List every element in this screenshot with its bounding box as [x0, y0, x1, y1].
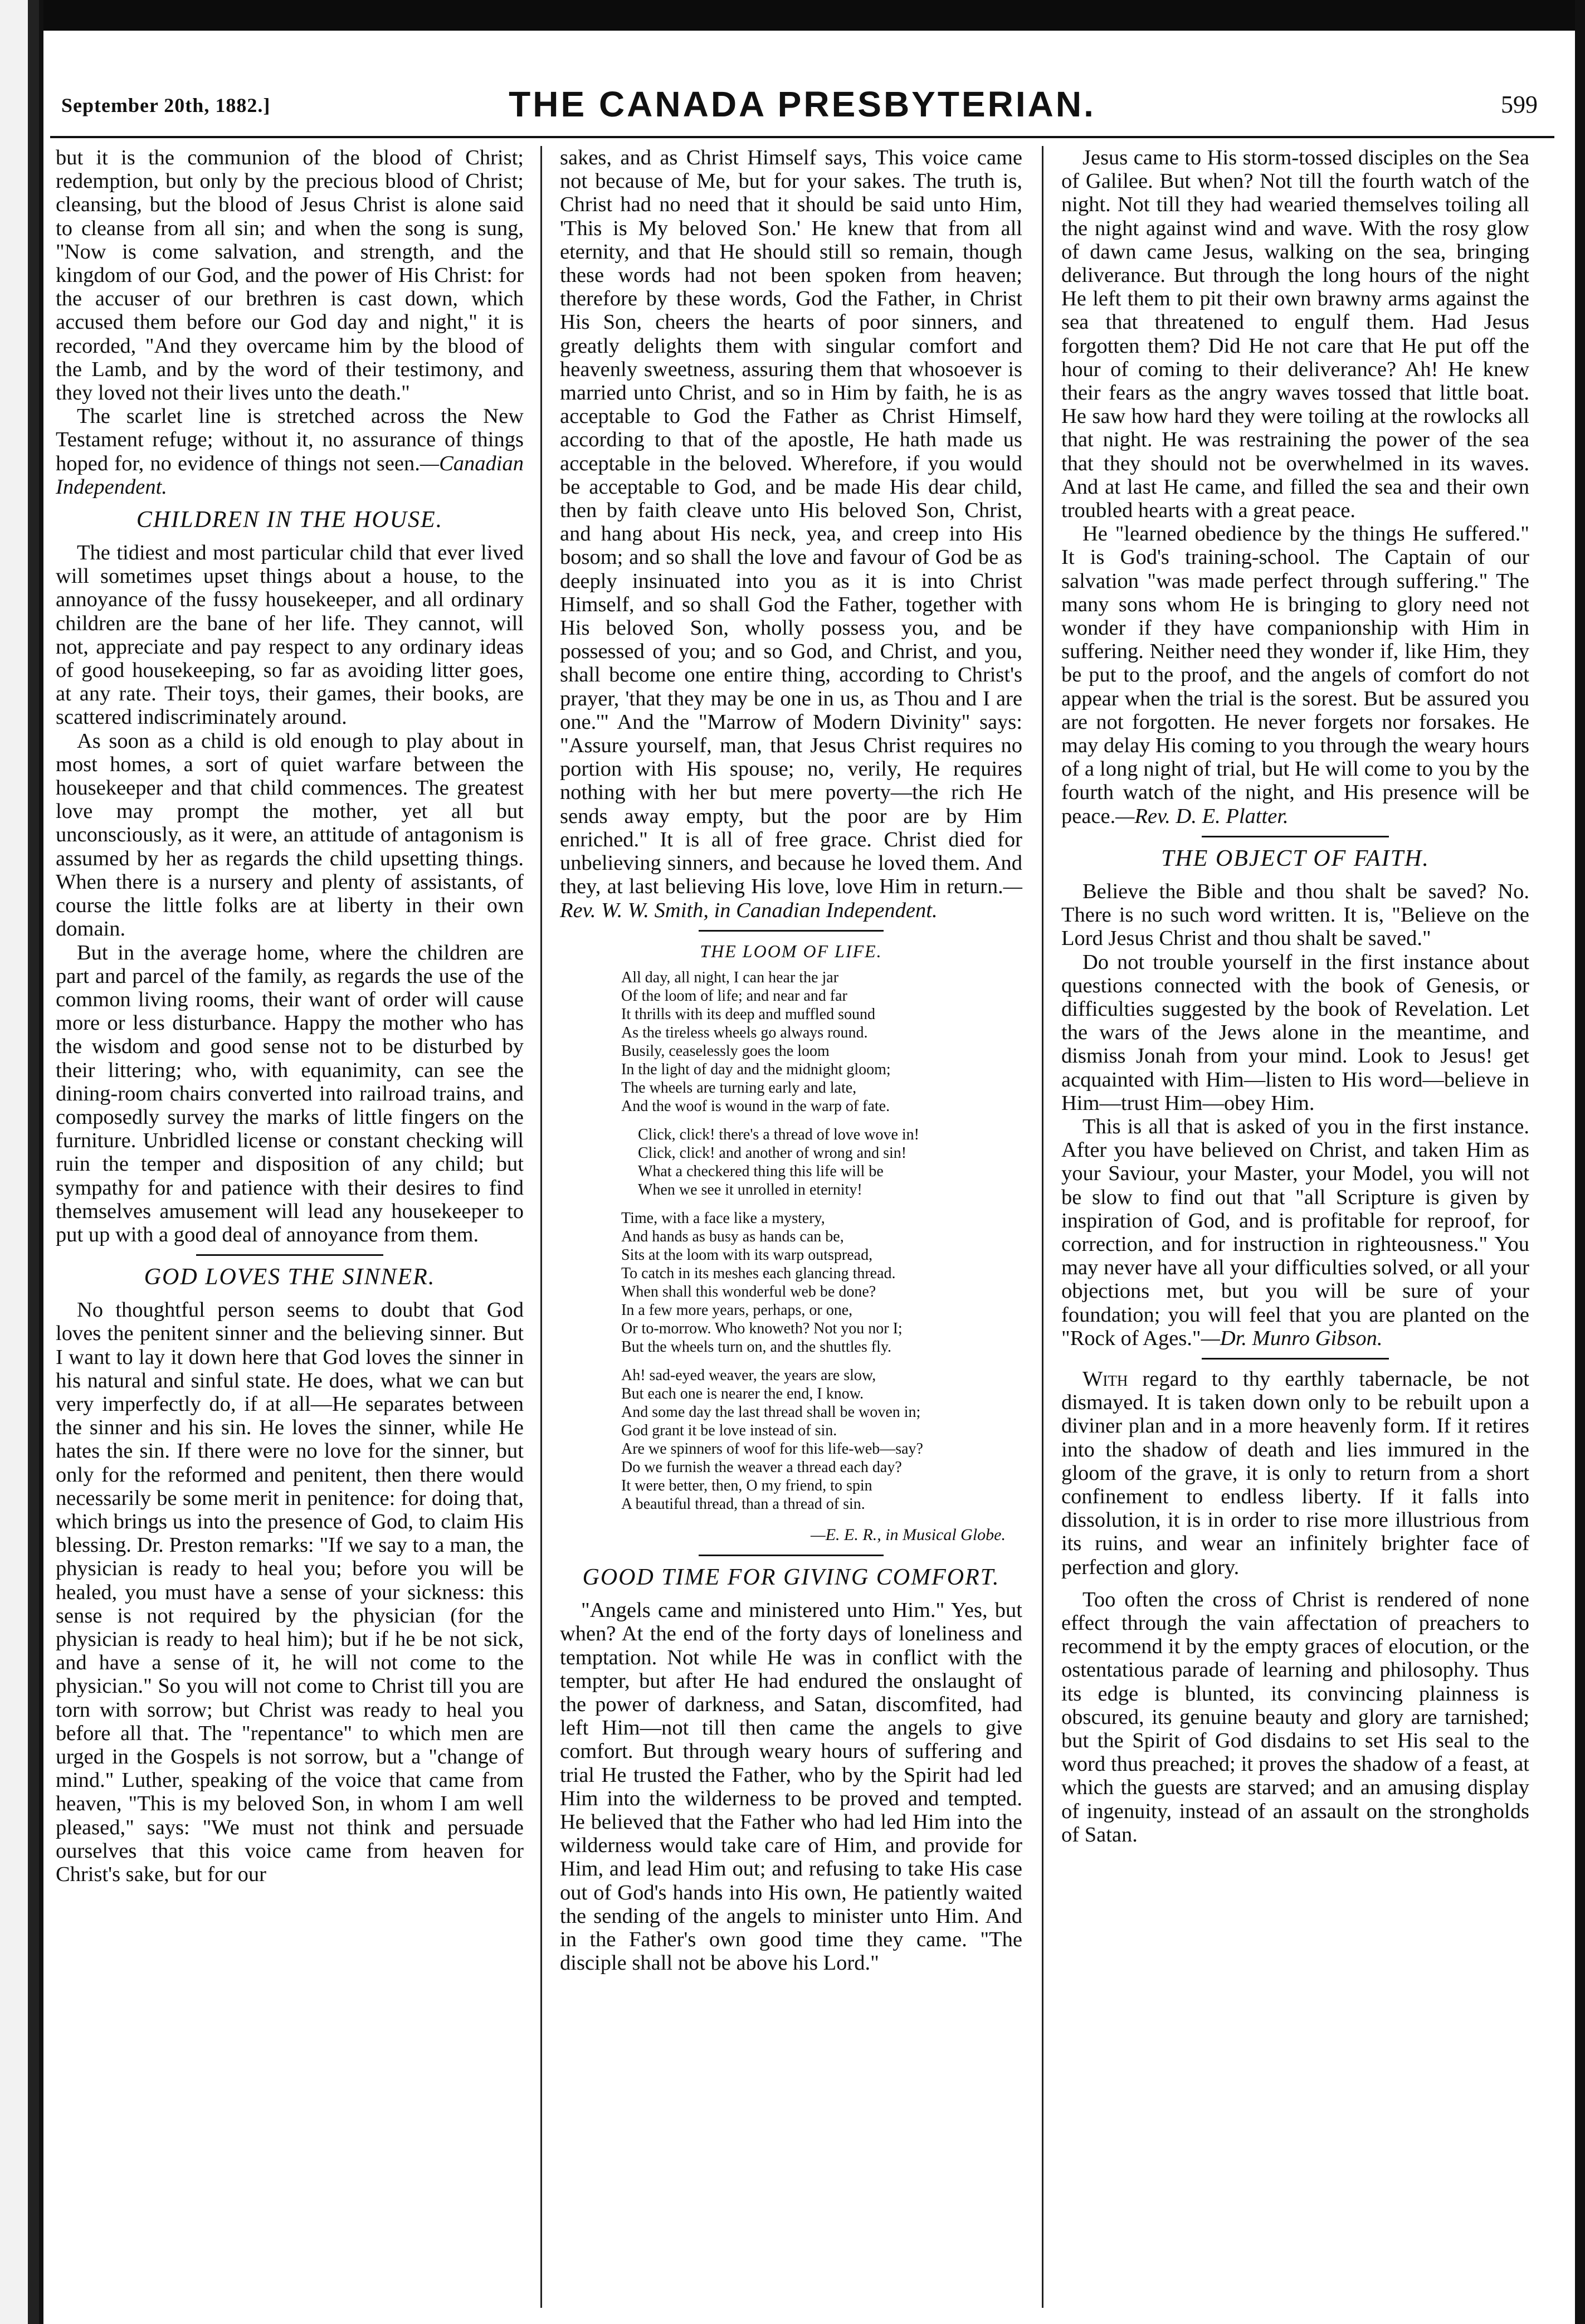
page-header [50, 84, 1554, 128]
header-rule [50, 136, 1554, 138]
poem-line: A beautiful thread, than a thread of sin. [621, 1495, 865, 1513]
poem-line: To catch in its meshes each glancing thread. [621, 1264, 896, 1282]
scan-right-edge [1575, 0, 1585, 2324]
poem-line: When we see it unrolled in eternity! [638, 1181, 862, 1198]
poem-line: It thrills with its deep and muffled sound [621, 1005, 875, 1023]
poem-line: Ah! sad-eyed weaver, the years are slow, [621, 1366, 876, 1384]
poem-stanza [638, 1126, 1022, 1199]
article-paragraph: With regard to thy earthly tabernacle, be not dismayed. It is taken down only to be rebuilt upon a diviner plan and in a more heavenly form. If it retires into the shadow of death and lies immured in the gloom of the grave, it is only to return from a short confinement to endless liberty. If it falls into dissolution, it is in order to rise more illustrious from its ruins, and wear an infinitely brighter face of perfection and glory. [1061, 1367, 1529, 1579]
poem-line: When shall this wonderful web be done? [621, 1283, 876, 1300]
article-paragraph: Believe the Bible and thou shalt be saved? No. There is no such word written. It is, "Believe on the Lord Jesus Christ and thou shalt be saved." [1061, 879, 1529, 951]
article-paragraph: Do not trouble yourself in the first instance about questions connected with the book of Genesis, or difficulties suggested by the book of Revelation. Let the wars of the Jews alone in the meantime, and dismiss Jonah from your mind. Look to Jesus! get acquainted with Him—listen to His word—believe in Him—trust Him—obey Him. [1061, 950, 1529, 1115]
poem-line: Click, click! there's a thread of love wove in! [638, 1126, 919, 1143]
poem-line: Busily, ceaselessly goes the loom [621, 1042, 830, 1060]
article-paragraph: "Angels came and ministered unto Him." Yes, but when? At the end of the forty days of loneliness and temptation. Not while He was in conflict with the tempter, but after He had endured the onslaught of the power of darkness, and Satan, discomfited, had left Him—not till then came the angels to give comfort. But through weary hours of suffering and trial He trusted the Father, who by the Spirit had led Him into the wilderness to be proved and tempted. He believed that the Father who had led Him into the wilderness would take care of Him, and provide for Him, and lead Him out; and refusing to take His case out of God's hands into His own, He patiently waited the sending of the angels to minister unto Him. And in the Father's own good time they came. "The disciple shall not be above his Lord." [560, 1599, 1022, 1975]
article-paragraph: Jesus came to His storm-tossed disciples on the Sea of Galilee. But when? Not till the fourth watch of the night. Not till they had wearied themselves toiling all the night against wind and wave. With the rosy glow of dawn came Jesus, walking on the sea, bringing deliverance. But through the long hours of the night He left them to pit their own brawny arms against the sea that threatened to engulf them. Had Jesus forgotten them? Did He not care that He put off the hour of coming to their deliverance? Ah! He knew their fears as the angry waves tossed that little boat. He saw how hard they were toiling at the rowlocks all that night. He was restraining the power of the sea that they should not be overwhelmed in its waves. And at last He came, and filled the sea and their own troubled hearts with a great peace. [1061, 146, 1529, 523]
article-paragraph: But in the average home, where the children are part and parcel of the family, as regards the use of the common living rooms, their want of order will cause more or less disturbance. Happy the mother who has the wisdom and good sense not to be disturbed by their littering; who, with equanimity, can see the dining-room chairs converted into railroad trains, and composedly survey the marks of little fingers on the furniture. Unbridled license or constant checking will ruin the temper and disposition of any child; but sympathy for and patience with their desires to find themselves amusement will lead any housekeeper to put up with a good deal of annoyance from them. [56, 941, 524, 1246]
poem-line: The wheels are turning early and late, [621, 1079, 857, 1097]
lead-word: With [1082, 1367, 1128, 1391]
poem-line: Or to-morrow. Who knoweth? Not you nor I; [621, 1319, 903, 1337]
binding-shadow [28, 0, 39, 2324]
article-paragraph: Too often the cross of Christ is rendered of none effect through the vain affectation of preachers to recommend it by the empty graces of elocution, or the ostentatious parade of learning and philosophy. Thus its edge is blunted, its convincing plainness is obscured, its genuine beauty and glory are tarnished; but the Spirit of God disdains to set His seal to the word thus preached; it proves the shadow of a feast, at which the guests are starved; and an amusing display of ingenuity, instead of an assault on the strongholds of Satan. [1061, 1587, 1529, 1846]
article-citation: —Rev. W. W. Smith, in Canadian Independent. [560, 875, 1022, 922]
poem-loom-of-life [621, 968, 1022, 1513]
column-2 [560, 146, 1022, 1975]
poem-line: Time, with a face like a mystery, [621, 1209, 825, 1227]
poem-stanza [621, 1366, 1022, 1513]
poem-line: As the tireless wheels go always round. [621, 1024, 868, 1041]
heading-good-time-for-giving-comfort: GOOD TIME FOR GIVING COMFORT. [582, 1565, 1000, 1591]
poem-line: But the wheels turn on, and the shuttles fly. [621, 1338, 891, 1356]
poem-stanza [621, 968, 1022, 1115]
issue-date: September 20th, 1882.] [61, 94, 271, 116]
section-separator [699, 930, 884, 932]
poem-line: And hands as busy as hands can be, [621, 1227, 844, 1245]
poem-line: And some day the last thread shall be woven in; [621, 1403, 921, 1421]
scan-top-band [0, 0, 1585, 31]
article-paragraph: sakes, and as Christ Himself says, This voice came not because of Me, but for your sakes. The truth is, Christ had no need that it should be said unto Him, 'This is My beloved Son.' He knew that from all eternity, and that He should still so remain, though these words had not been spoken from heaven; therefore by these words, God the Father, in Christ His Son, cheers the hearts of poor sinners, and greatly delights them with singular comfort and heavenly sweetness, assuring them that whosoever is married unto Christ, and so in Him by faith, he is as acceptable to God the Father as Christ Himself, according to that of the apostle, He hath made us acceptable in the beloved. Wherefore, if you would be acceptable to God, and be made His dear child, then by faith cleave unto His beloved Son, Christ, and hang about His neck, yea, and creep into His bosom; and so shall the love and favour of God be as deeply insinuated into you as it is into Christ Himself, and so shall God the Father, together with His beloved Son, wholly possess you, and be possessed of you; and so God, and Christ, and you, shall become one entire thing, according to Christ's prayer, 'that they may be one in us, as Thou and I are one.'" And the "Marrow of Modern Divinity" says: "Assure yourself, man, that Jesus Christ requires no portion with His spouse; no, verily, He requires nothing with her but mere poverty—the rich He sends away empty, but the poor are by Him enriched." It is all of free grace. Christ died for unbelieving sinners, and because he loved them. And they, at last believing His love, love Him in return.—Rev. W. W. Smith, in Canadian Independent. [560, 146, 1022, 922]
column-3 [1061, 146, 1529, 1846]
section-separator [1202, 1358, 1389, 1360]
heading-children-in-the-house: CHILDREN IN THE HOUSE. [136, 507, 443, 533]
article-citation: —Canadian Independent. [56, 451, 524, 499]
article-citation: —Rev. D. E. Platter. [1115, 804, 1289, 828]
poem-line: In a few more years, perhaps, or one, [621, 1301, 853, 1319]
poem-stanza [621, 1209, 1022, 1356]
column-divider-2 [1042, 146, 1043, 2308]
column-divider-1 [540, 146, 542, 2308]
article-paragraph: The tidiest and most particular child that ever lived will sometimes upset things about a house, to the annoyance of the fussy housekeeper, and all ordinary children are the bane of her life. They cannot, will not, appreciate and pay respect to any ordinary ideas of good housekeeping, so far as avoiding litter goes, at any rate. Their toys, their games, their books, are scattered indiscriminately around. [56, 541, 524, 729]
masthead-title: THE CANADA PRESBYTERIAN. [509, 84, 1096, 124]
poem-line: All day, all night, I can hear the jar [621, 968, 839, 986]
section-separator [196, 1254, 383, 1256]
article-paragraph: The scarlet line is stretched across the New Testament refuge; without it, no assurance of things hoped for, no evidence of things not seen.—Canadian Independent. [56, 405, 524, 499]
heading-the-object-of-faith: THE OBJECT OF FAITH. [1161, 845, 1430, 871]
heading-god-loves-the-sinner: GOD LOVES THE SINNER. [144, 1264, 436, 1290]
poem-line: Sits at the loom with its warp outspread, [621, 1246, 873, 1264]
section-separator [1202, 836, 1389, 837]
poem-line: What a checkered thing this life will be [638, 1162, 884, 1180]
poem-line: Are we spinners of woof for this life-web—say? [621, 1440, 923, 1458]
poem-title: THE LOOM OF LIFE. [700, 941, 882, 961]
article-paragraph: He "learned obedience by the things He suffered." It is God's training-school. The Captain of our salvation "was made perfect through suffering." The many sons whom He is bringing to glory need not wonder if they have companionship with Him in suffering. Neither need they wonder if, like Him, they be put to the proof, and the angels of comfort do not appear when the trial is the sorest. But be assured you are not forgotten. He never forgets nor forsakes. He may delay His coming to you through the weary hours of a long night of trial, but He will come to you by the fourth watch of the night, and His presence will be peace.—Rev. D. E. Platter. [1061, 522, 1529, 828]
section-separator [699, 1555, 884, 1556]
page-number: 599 [1501, 91, 1538, 118]
poem-line: Of the loom of life; and near and far [621, 987, 847, 1005]
poem-signature: —E. E. R., in Musical Globe. [811, 1525, 1006, 1544]
article-paragraph: As soon as a child is old enough to play about in most homes, a sort of quiet warfare between the housekeeper and that child commences. The greatest love may prompt the mother, yet all but unconsciously, as it were, an attitude of antagonism is assumed by her as regards the child upsetting things. When there is a nursery and plenty of assistants, of course the little folks are at liberty in their own domain. [56, 729, 524, 941]
poem-line: Click, click! and another of wrong and sin! [638, 1144, 907, 1162]
scan-left-margin [0, 0, 43, 2324]
poem-line: God grant it be love instead of sin. [621, 1421, 837, 1439]
poem-line: And the woof is wound in the warp of fate. [621, 1097, 890, 1115]
poem-line: But each one is nearer the end, I know. [621, 1385, 864, 1402]
article-citation: —Dr. Munro Gibson. [1201, 1326, 1383, 1350]
article-paragraph: but it is the communion of the blood of Christ; redemption, but only by the precious blood of Christ; cleansing, but the blood of Jesus Christ is alone said to cleanse from all sin; and when the song is sung, "Now is come salvation, and strength, and the kingdom of our God, and the power of His Christ: for the accuser of our brethren is cast down, which accused them before our God day and night," it is recorded, "And they overcame him by the blood of the Lamb, and by the word of their testimony, and they loved not their lives unto the death." [56, 146, 524, 405]
poem-line: In the light of day and the midnight gloom; [621, 1060, 891, 1078]
article-paragraph: This is all that is asked of you in the first instance. After you have believed on Christ, and taken Him as your Saviour, your Master, your Model, you will not be slow to find out that "all Scripture is given by inspiration of God, and is profitable for reproof, for correction, and for instruction in righteousness." You may never have all your difficulties solved, or all your objections met, but you will be sure of your foundation; you will feel that you are planted on the "Rock of Ages."—Dr. Munro Gibson. [1061, 1114, 1529, 1350]
column-1 [56, 146, 524, 1886]
poem-line: It were better, then, O my friend, to spin [621, 1477, 872, 1494]
article-paragraph: No thoughtful person seems to doubt that God loves the penitent sinner and the believing sinner. But I want to lay it down here that God loves the sinner in his natural and sinful state. He does, what we can but very imperfectly do, if at all—He separates between the sinner and his sin. He loves the sinner, while He hates the sin. If there were no love for the sinner, but only for the reformed and penitent, then there would necessarily be some merit in penitence: for doing that, which brings us into the presence of God, to claim His blessing. Dr. Preston remarks: "If we say to a man, the physician is ready to heal you; before you will be healed, you must have a sense of your sickness: this sense is not required by the physician (for the physician is ready to heal him); but if he be not sick, and have a sense of it, he will not come to the physician." So you will not come to Christ till you are torn with sorrow; but Christ was ready to heal you before all that. The "repentance" to which men are urged in the Gospels is not sorrow, but a "change of mind." Luther, speaking of the voice that came from heaven, "This is my beloved Son, in whom I am well pleased," says: "We must not think and persuade ourselves that this voice came from heaven for Christ's sake, but for our [56, 1298, 524, 1887]
poem-line: Do we furnish the weaver a thread each day? [621, 1458, 902, 1476]
